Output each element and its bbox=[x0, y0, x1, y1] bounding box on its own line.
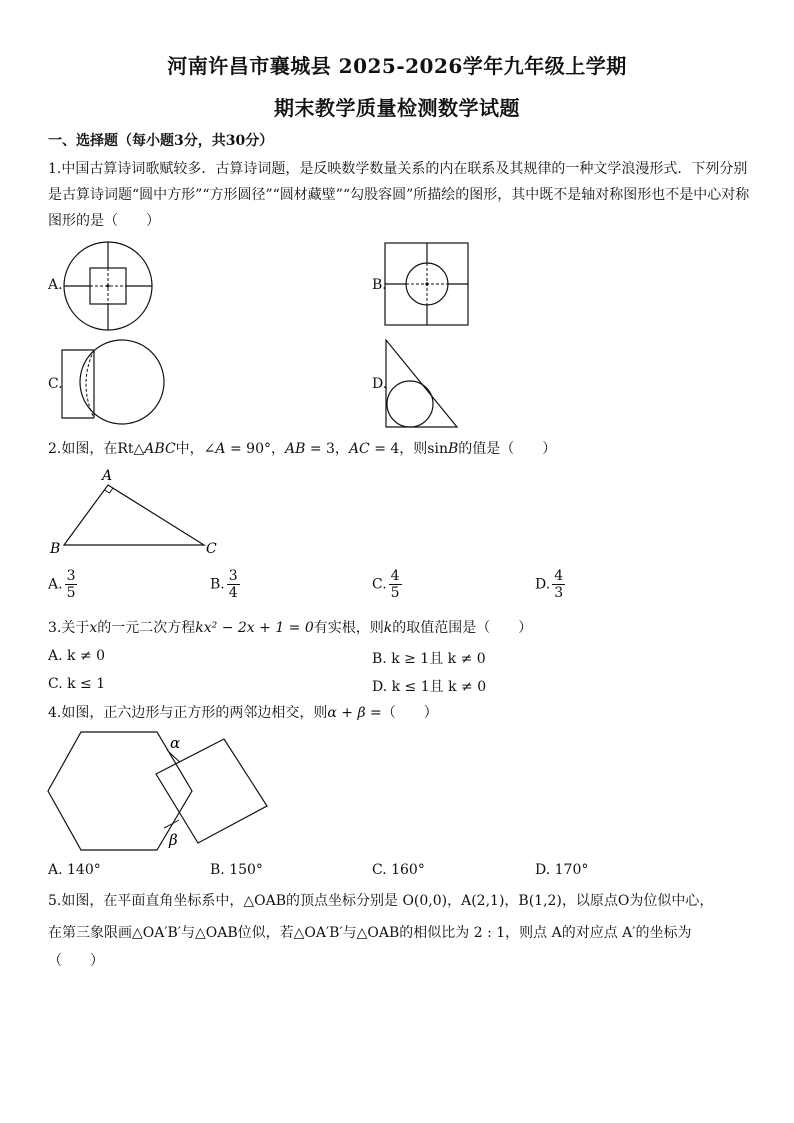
q5-line-2: 在第三象限画△OA′B′与△OAB位似，若△OA′B′与△OAB的相似比为 2 : 1，则点 A的对应点 A′的坐标为 bbox=[48, 925, 692, 941]
q2-label-a: A bbox=[102, 468, 113, 484]
q2-triangle-figure bbox=[44, 465, 224, 557]
q3-option-a: A. k ≠ 0 bbox=[48, 648, 106, 664]
q1-option-c-label: C. bbox=[48, 376, 63, 392]
q1-option-d-label: D. bbox=[372, 376, 388, 392]
q3-stem: 3.关于x的一元二次方程kx² − 2x + 1 = 0有实根，则k的取值范围是（ ） bbox=[48, 620, 533, 636]
q4-option-b: B. 150° bbox=[210, 862, 263, 878]
q4-label-beta: β bbox=[169, 831, 178, 849]
q2-option-a: A. $\frac{3}{5}$ bbox=[48, 568, 76, 601]
q2-stem: 2.如图，在Rt△ABC中，∠A = 90°，AB = 3，AC = 4，则sinB的值是（ ） bbox=[48, 441, 557, 457]
q4-stem: 4.如图，正六边形与正方形的两邻边相交，则α + β =（ ） bbox=[48, 705, 438, 721]
q4-hexagon-square-figure bbox=[46, 728, 276, 854]
q1-option-b-label: B. bbox=[372, 277, 387, 293]
q1-figure-d bbox=[384, 338, 460, 430]
q3-option-c: C. k ≤ 1 bbox=[48, 676, 106, 692]
q2-option-b: B. $\frac{3}{4}$ bbox=[210, 568, 238, 601]
q1-figure-a bbox=[58, 240, 164, 332]
q4-option-d: D. 170° bbox=[535, 862, 589, 878]
q3-option-b: B. k ≥ 1且 k ≠ 0 bbox=[372, 651, 486, 667]
q1-figure-c bbox=[60, 338, 168, 426]
q5-line-3: （ ） bbox=[48, 953, 104, 969]
q5-line-1: 5.如图，在平面直角坐标系中，△OAB的顶点坐标分别是 O(0,0)，A(2,1)，B(1,2)，以原点O为位似中心， bbox=[48, 893, 714, 909]
q4-option-c: C. 160° bbox=[372, 862, 425, 878]
q2-option-c: C. $\frac{4}{5}$ bbox=[372, 568, 400, 601]
q2-label-b: B bbox=[50, 541, 61, 557]
q3-option-d: D. k ≤ 1且 k ≠ 0 bbox=[372, 679, 487, 695]
q1-line-2: 是古算诗词题“圆中方形”“方形圆径”“圆材藏壁”“勾股容圆”所描绘的图形，其中既不是轴对称图形也不是中心对称 bbox=[48, 187, 750, 203]
q1-figure-b bbox=[384, 242, 470, 328]
q4-label-alpha: α bbox=[170, 734, 181, 752]
q2-label-c: C bbox=[206, 541, 217, 557]
q1-option-a-label: A. bbox=[48, 277, 63, 293]
section-heading: 一、选择题（每小题3分，共30分） bbox=[48, 133, 274, 149]
q2-option-d: D. $\frac{4}{3}$ bbox=[535, 568, 564, 601]
title-line-1: 河南许昌市襄城县 2025-2026学年九年级上学期 bbox=[167, 54, 627, 78]
q1-line-1: 1.中国古算诗词歌赋较多．古算诗词题，是反映数学数量关系的内在联系及其规律的一种文学浪漫形式．下列分别 bbox=[48, 161, 748, 177]
q1-line-3: 图形的是（ ） bbox=[48, 213, 160, 229]
title-line-2: 期末教学质量检测数学试题 bbox=[274, 96, 520, 120]
q4-option-a: A. 140° bbox=[48, 862, 101, 878]
